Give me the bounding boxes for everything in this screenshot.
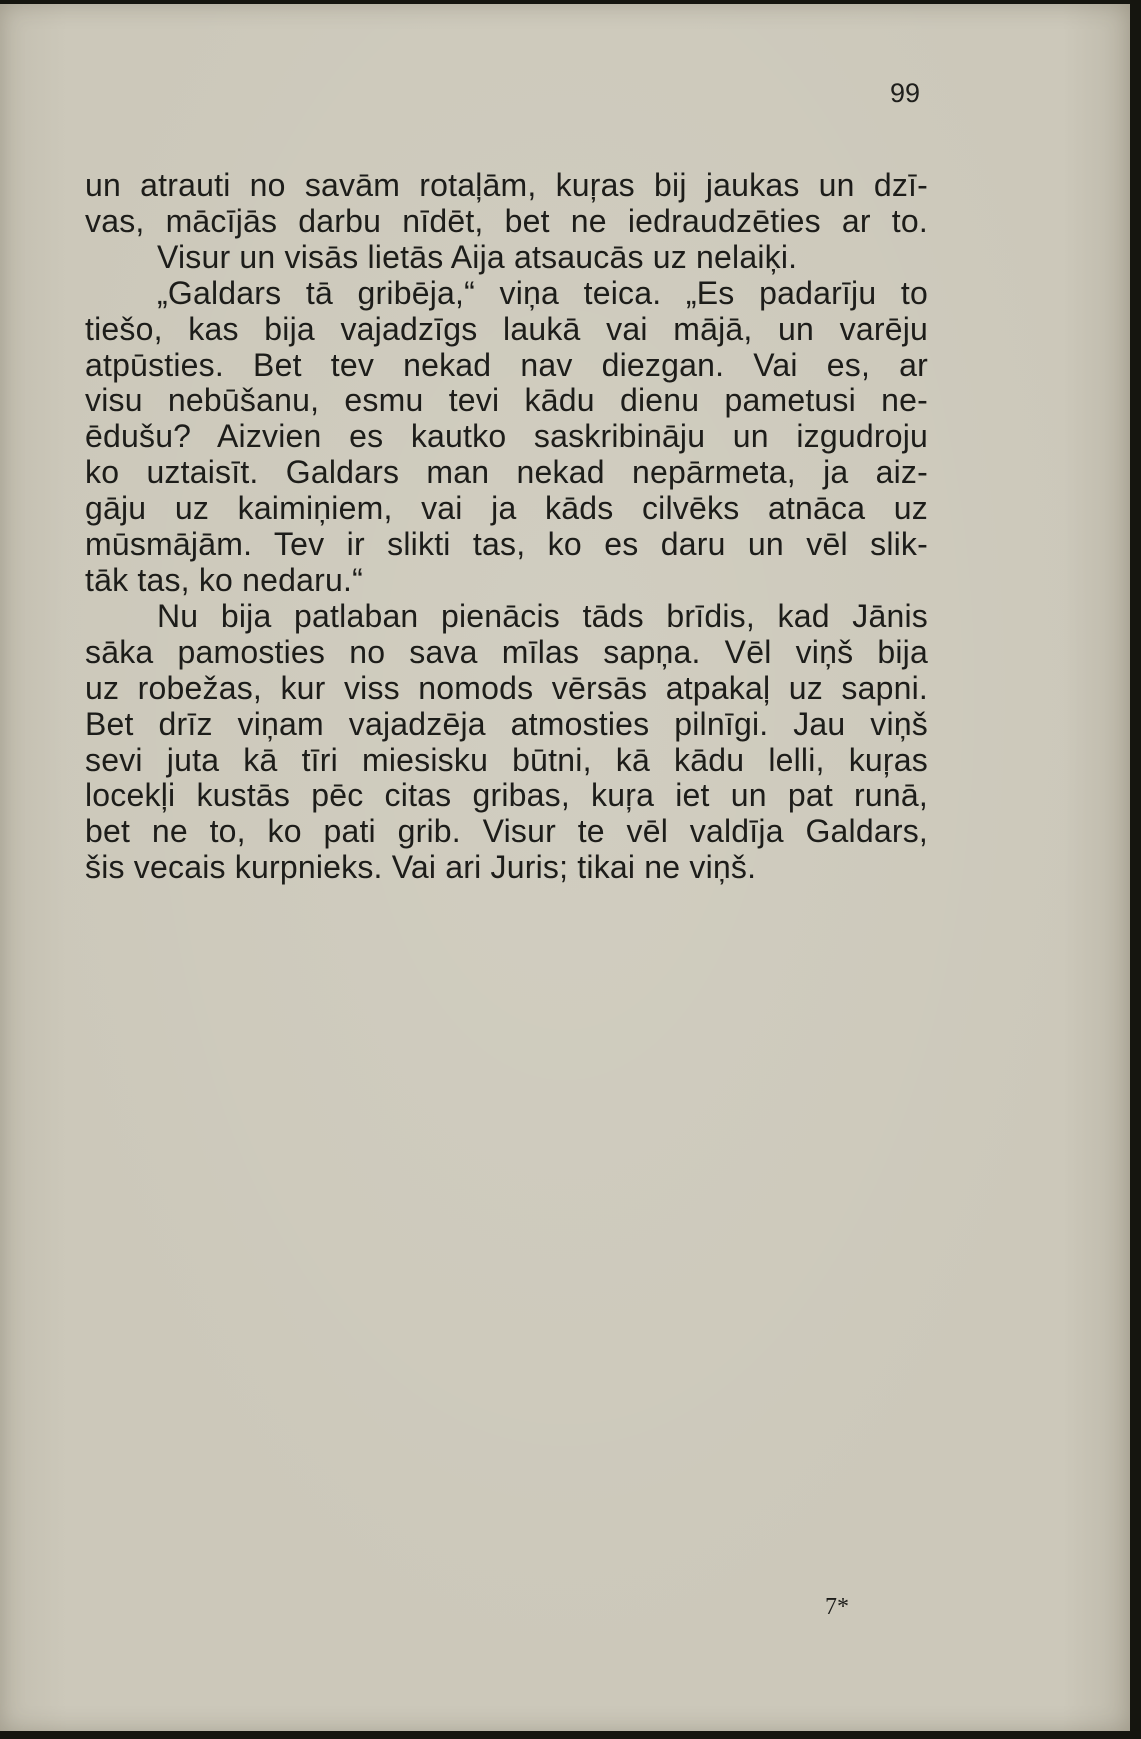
- text-line: ēdušu? Aizvien es kautko saskribināju un izgudroju: [85, 418, 928, 455]
- text-line: Visur un visās lietās Aija atsaucās uz nelaiķi.: [157, 238, 798, 275]
- text-line: mūsmājām. Tev ir slikti tas, ko es daru un vēl slik-: [85, 526, 928, 563]
- text-line: šis vecais kurpnieks. Vai ari Juris; tikai ne viņš.: [85, 849, 757, 886]
- text-line: tiešo, kas bija vajadzīgs laukā vai mājā, un varēju: [85, 310, 928, 347]
- text-line: sāka pamosties no sava mīlas sapņa. Vēl viņš bija: [85, 633, 928, 670]
- text-line: sevi juta kā tīri miesisku būtni, kā kādu lelli, kuŗas: [85, 741, 928, 778]
- text-line: locekļi kustās pēc citas gribas, kuŗa iet un pat runā,: [85, 777, 928, 814]
- text-line: Bet drīz viņam vajadzēja atmosties pilnīgi. Jau viņš: [85, 705, 928, 742]
- text-line: „Galdars tā gribēja,“ viņa teica. „Es padarīju to: [157, 274, 928, 311]
- text-line: bet ne to, ko pati grib. Visur te vēl valdīja Galdars,: [85, 813, 928, 850]
- book-page: [0, 4, 1130, 1731]
- signature-mark: 7*: [825, 1594, 849, 1620]
- text-line: vas, mācījās darbu nīdēt, bet ne iedraudzēties ar to.: [85, 202, 928, 239]
- text-line: gāju uz kaimiņiem, vai ja kāds cilvēks atnāca uz: [85, 490, 928, 527]
- text-line: visu nebūšanu, esmu tevi kādu dienu pametusi ne-: [85, 382, 928, 419]
- page-number: 99: [889, 78, 921, 108]
- text-line: un atrauti no savām rotaļām, kuŗas bij jaukas un dzī-: [85, 167, 928, 203]
- text-line: ko uztaisīt. Galdars man nekad nepārmeta, ja aiz-: [85, 454, 928, 491]
- text-line: tāk tas, ko nedaru.“: [85, 561, 363, 598]
- text-line: uz robežas, kur viss nomods vērsās atpakaļ uz sapni.: [85, 669, 928, 706]
- text-line: atpūsties. Bet tev nekad nav diezgan. Vai es, ar: [85, 346, 928, 383]
- text-line: Nu bija patlaban pienācis tāds brīdis, kad Jānis: [157, 597, 928, 634]
- body-text: [85, 168, 928, 886]
